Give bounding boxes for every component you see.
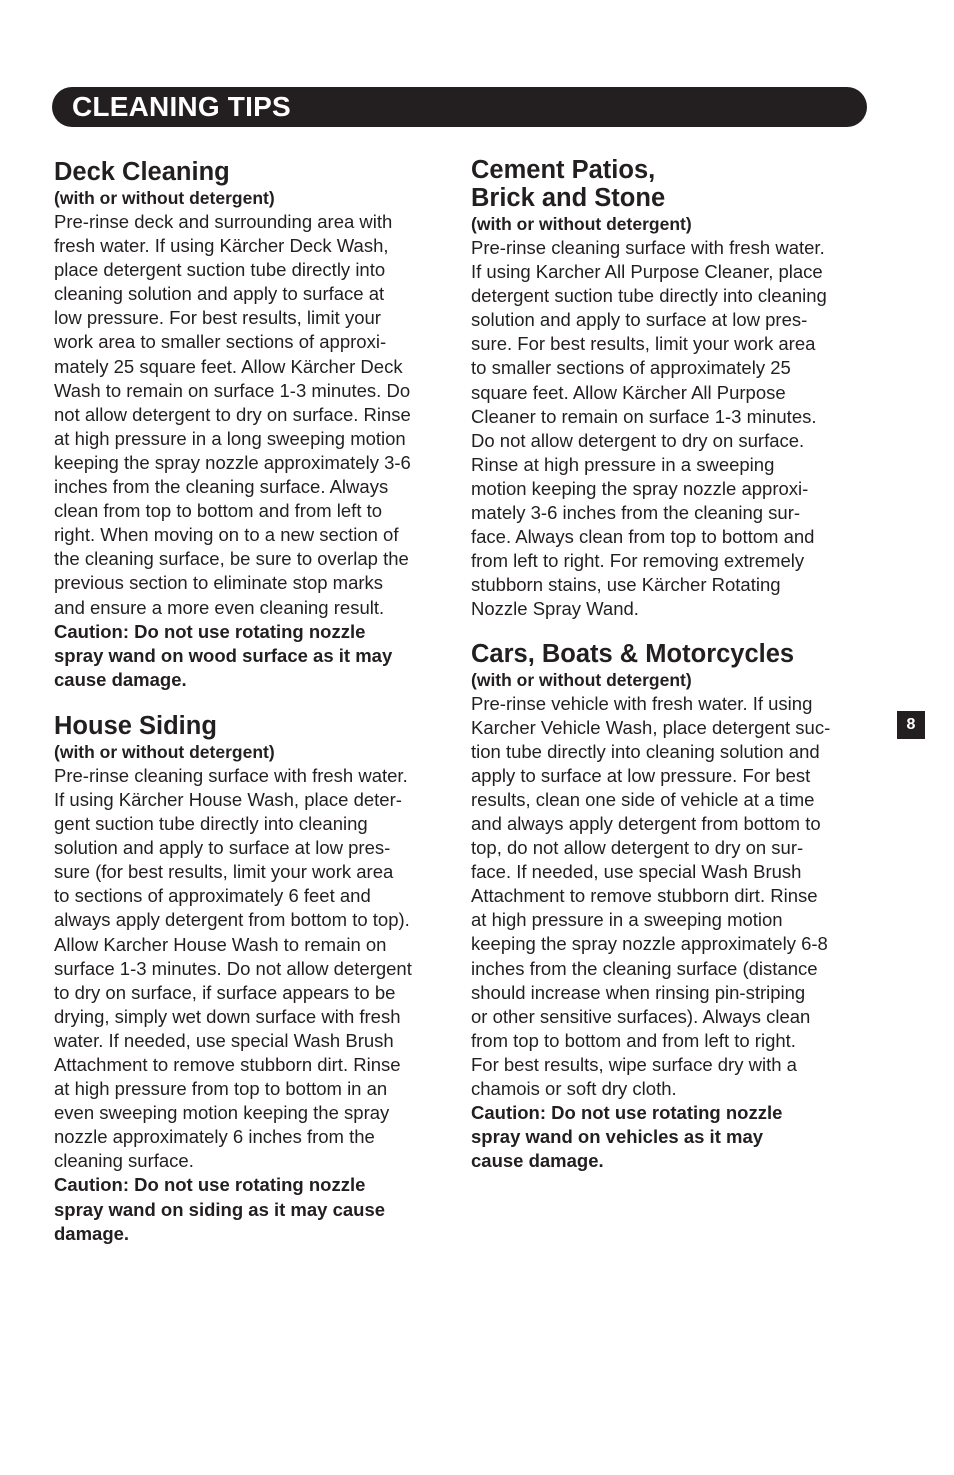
text-line: Pre-rinse cleaning surface with fresh water. — [471, 237, 825, 258]
text-line: nozzle approximately 6 inches from the — [54, 1126, 375, 1148]
page-number-badge: 8 — [897, 711, 925, 739]
text-line: Pre-rinse vehicle with fresh water. If using — [471, 692, 813, 714]
section-cement-patios — [471, 156, 861, 622]
section-cars-boats-motorcycles — [471, 640, 861, 1174]
text-line: mately 3-6 inches from the cleaning sur- — [471, 502, 801, 524]
caution-note — [54, 1173, 444, 1245]
text-line: top, do not allow detergent to dry on sur- — [471, 837, 804, 859]
section-body — [54, 210, 444, 620]
text-line: from top to bottom and from left to right. — [471, 1029, 796, 1051]
text-line: water. If needed, use special Wash Brush — [54, 1029, 394, 1051]
text-line: If using Karcher All Purpose Cleaner, place — [471, 261, 823, 283]
text-line: Cleaner to remain on surface 1-3 minutes. — [471, 405, 817, 427]
text-line: and always apply detergent from bottom to — [471, 812, 821, 834]
text-line: Caution: Do not use rotating nozzle — [471, 1102, 783, 1124]
left-column — [54, 156, 444, 1264]
text-line: results, clean one side of vehicle at a time — [471, 788, 815, 810]
text-line: mately 25 square feet. Allow Kärcher Deck — [54, 355, 403, 377]
section-title: House Siding — [54, 711, 217, 740]
text-line: gent suction tube directly into cleaning — [54, 813, 368, 835]
right-column — [471, 156, 861, 1191]
text-line: place detergent suction tube directly into — [54, 259, 386, 281]
section-subtitle: (with or without detergent) — [471, 669, 692, 690]
text-line: Allow Karcher House Wash to remain on — [54, 933, 387, 955]
text-line: at high pressure in a sweeping motion — [471, 909, 783, 931]
text-line: to sections of approximately 6 feet and — [54, 885, 371, 907]
text-line: clean from top to bottom and from left to — [54, 500, 383, 522]
text-line: Attachment to remove stubborn dirt. Rinse — [54, 1054, 401, 1075]
section-subtitle: (with or without detergent) — [54, 188, 275, 208]
text-line: solution and apply to surface at low pres- — [54, 837, 391, 859]
section-house-siding — [54, 710, 444, 1246]
text-line: cleaning solution and apply to surface at — [54, 283, 385, 305]
text-line: surface 1-3 minutes. Do not allow detergent — [54, 957, 412, 979]
section-title: Deck Cleaning — [54, 158, 230, 186]
page-header-banner — [52, 87, 867, 127]
text-line: Cement Patios, — [471, 156, 656, 184]
text-line: Nozzle Spray Wand. — [471, 598, 639, 620]
text-line: sure (for best results, limit your work area — [54, 861, 394, 883]
text-line: detergent suction tube directly into cleaning — [471, 285, 827, 307]
section-title: Cars, Boats & Motorcycles — [471, 639, 795, 668]
text-line: to smaller sections of approximately 25 — [471, 357, 791, 379]
section-subtitle: (with or without detergent) — [471, 214, 692, 234]
text-line: tion tube directly into cleaning solution and — [471, 740, 820, 762]
text-line: cause damage. — [471, 1150, 604, 1172]
page-title: CLEANING TIPS — [72, 91, 291, 122]
text-line: Karcher Vehicle Wash, place detergent suc- — [471, 716, 831, 738]
text-line: chamois or soft dry cloth. — [471, 1078, 677, 1099]
caution-note — [471, 1101, 861, 1173]
text-line: even sweeping motion keeping the spray — [54, 1102, 390, 1124]
text-line: damage. — [54, 1222, 130, 1244]
text-line: low pressure. For best results, limit your — [54, 307, 381, 329]
text-line: spray wand on wood surface as it may — [54, 644, 393, 666]
text-line: Rinse at high pressure in a sweeping — [471, 453, 775, 475]
text-line: Pre-rinse cleaning surface with fresh water. — [54, 764, 408, 786]
text-line: sure. For best results, limit your work area — [471, 333, 816, 355]
text-line: face. If needed, use special Wash Brush — [471, 861, 802, 883]
text-line: spray wand on siding as it may cause — [54, 1198, 386, 1220]
section-title — [471, 156, 861, 212]
text-line: and ensure a more even cleaning result. — [54, 596, 385, 618]
text-line: If using Kärcher House Wash, place deter- — [54, 788, 402, 810]
text-line: not allow detergent to dry on surface. Rinse — [54, 403, 411, 425]
text-line: For best results, wipe surface dry with a — [471, 1053, 797, 1075]
text-line: drying, simply wet down surface with fresh — [54, 1005, 401, 1027]
text-line: solution and apply to surface at low pres- — [471, 309, 808, 331]
section-body — [54, 764, 444, 1174]
text-line: square feet. Allow Kärcher All Purpose — [471, 381, 786, 403]
section-subtitle: (with or without detergent) — [54, 741, 275, 762]
text-line: work area to smaller sections of approxi- — [54, 331, 387, 353]
text-line: should increase when rinsing pin-striping — [471, 981, 806, 1003]
text-line: Caution: Do not use rotating nozzle — [54, 1174, 366, 1196]
text-line: from left to right. For removing extremely — [471, 550, 805, 572]
text-line: inches from the cleaning surface. Always — [54, 476, 389, 498]
text-line: Attachment to remove stubborn dirt. Rinse — [471, 885, 818, 907]
text-line: Caution: Do not use rotating nozzle — [54, 620, 366, 642]
text-line: keeping the spray nozzle approximately 3-6 — [54, 451, 411, 473]
text-line: spray wand on vehicles as it may — [471, 1126, 764, 1148]
caution-note — [54, 620, 444, 692]
text-line: fresh water. If using Kärcher Deck Wash, — [54, 235, 389, 257]
text-line: Brick and Stone — [471, 184, 666, 212]
section-body — [471, 236, 861, 622]
text-line: always apply detergent from bottom to top). — [54, 909, 410, 931]
text-line: Wash to remain on surface 1-3 minutes. Do — [54, 379, 411, 401]
text-line: cleaning surface. — [54, 1150, 194, 1172]
text-line: at high pressure in a long sweeping motion — [54, 427, 406, 449]
text-line: to dry on surface, if surface appears to be — [54, 981, 396, 1003]
text-line: Do not allow detergent to dry on surface. — [471, 429, 805, 451]
section-body — [471, 692, 861, 1102]
text-line: face. Always clean from top to bottom and — [471, 526, 815, 548]
text-line: stubborn stains, use Kärcher Rotating — [471, 574, 781, 596]
text-line: keeping the spray nozzle approximately 6-8 — [471, 933, 828, 955]
text-line: motion keeping the spray nozzle approxi- — [471, 477, 809, 499]
text-line: the cleaning surface, be sure to overlap the — [54, 548, 409, 570]
text-line: Pre-rinse deck and surrounding area with — [54, 211, 393, 232]
text-line: right. When moving on to a new section of — [54, 524, 399, 546]
section-deck-cleaning — [54, 156, 444, 692]
text-line: apply to surface at low pressure. For best — [471, 764, 811, 786]
text-line: at high pressure from top to bottom in an — [54, 1078, 388, 1100]
text-line: inches from the cleaning surface (distance — [471, 957, 818, 979]
text-line: previous section to eliminate stop marks — [54, 572, 384, 594]
text-line: or other sensitive surfaces). Always clean — [471, 1005, 811, 1027]
text-line: cause damage. — [54, 668, 187, 690]
